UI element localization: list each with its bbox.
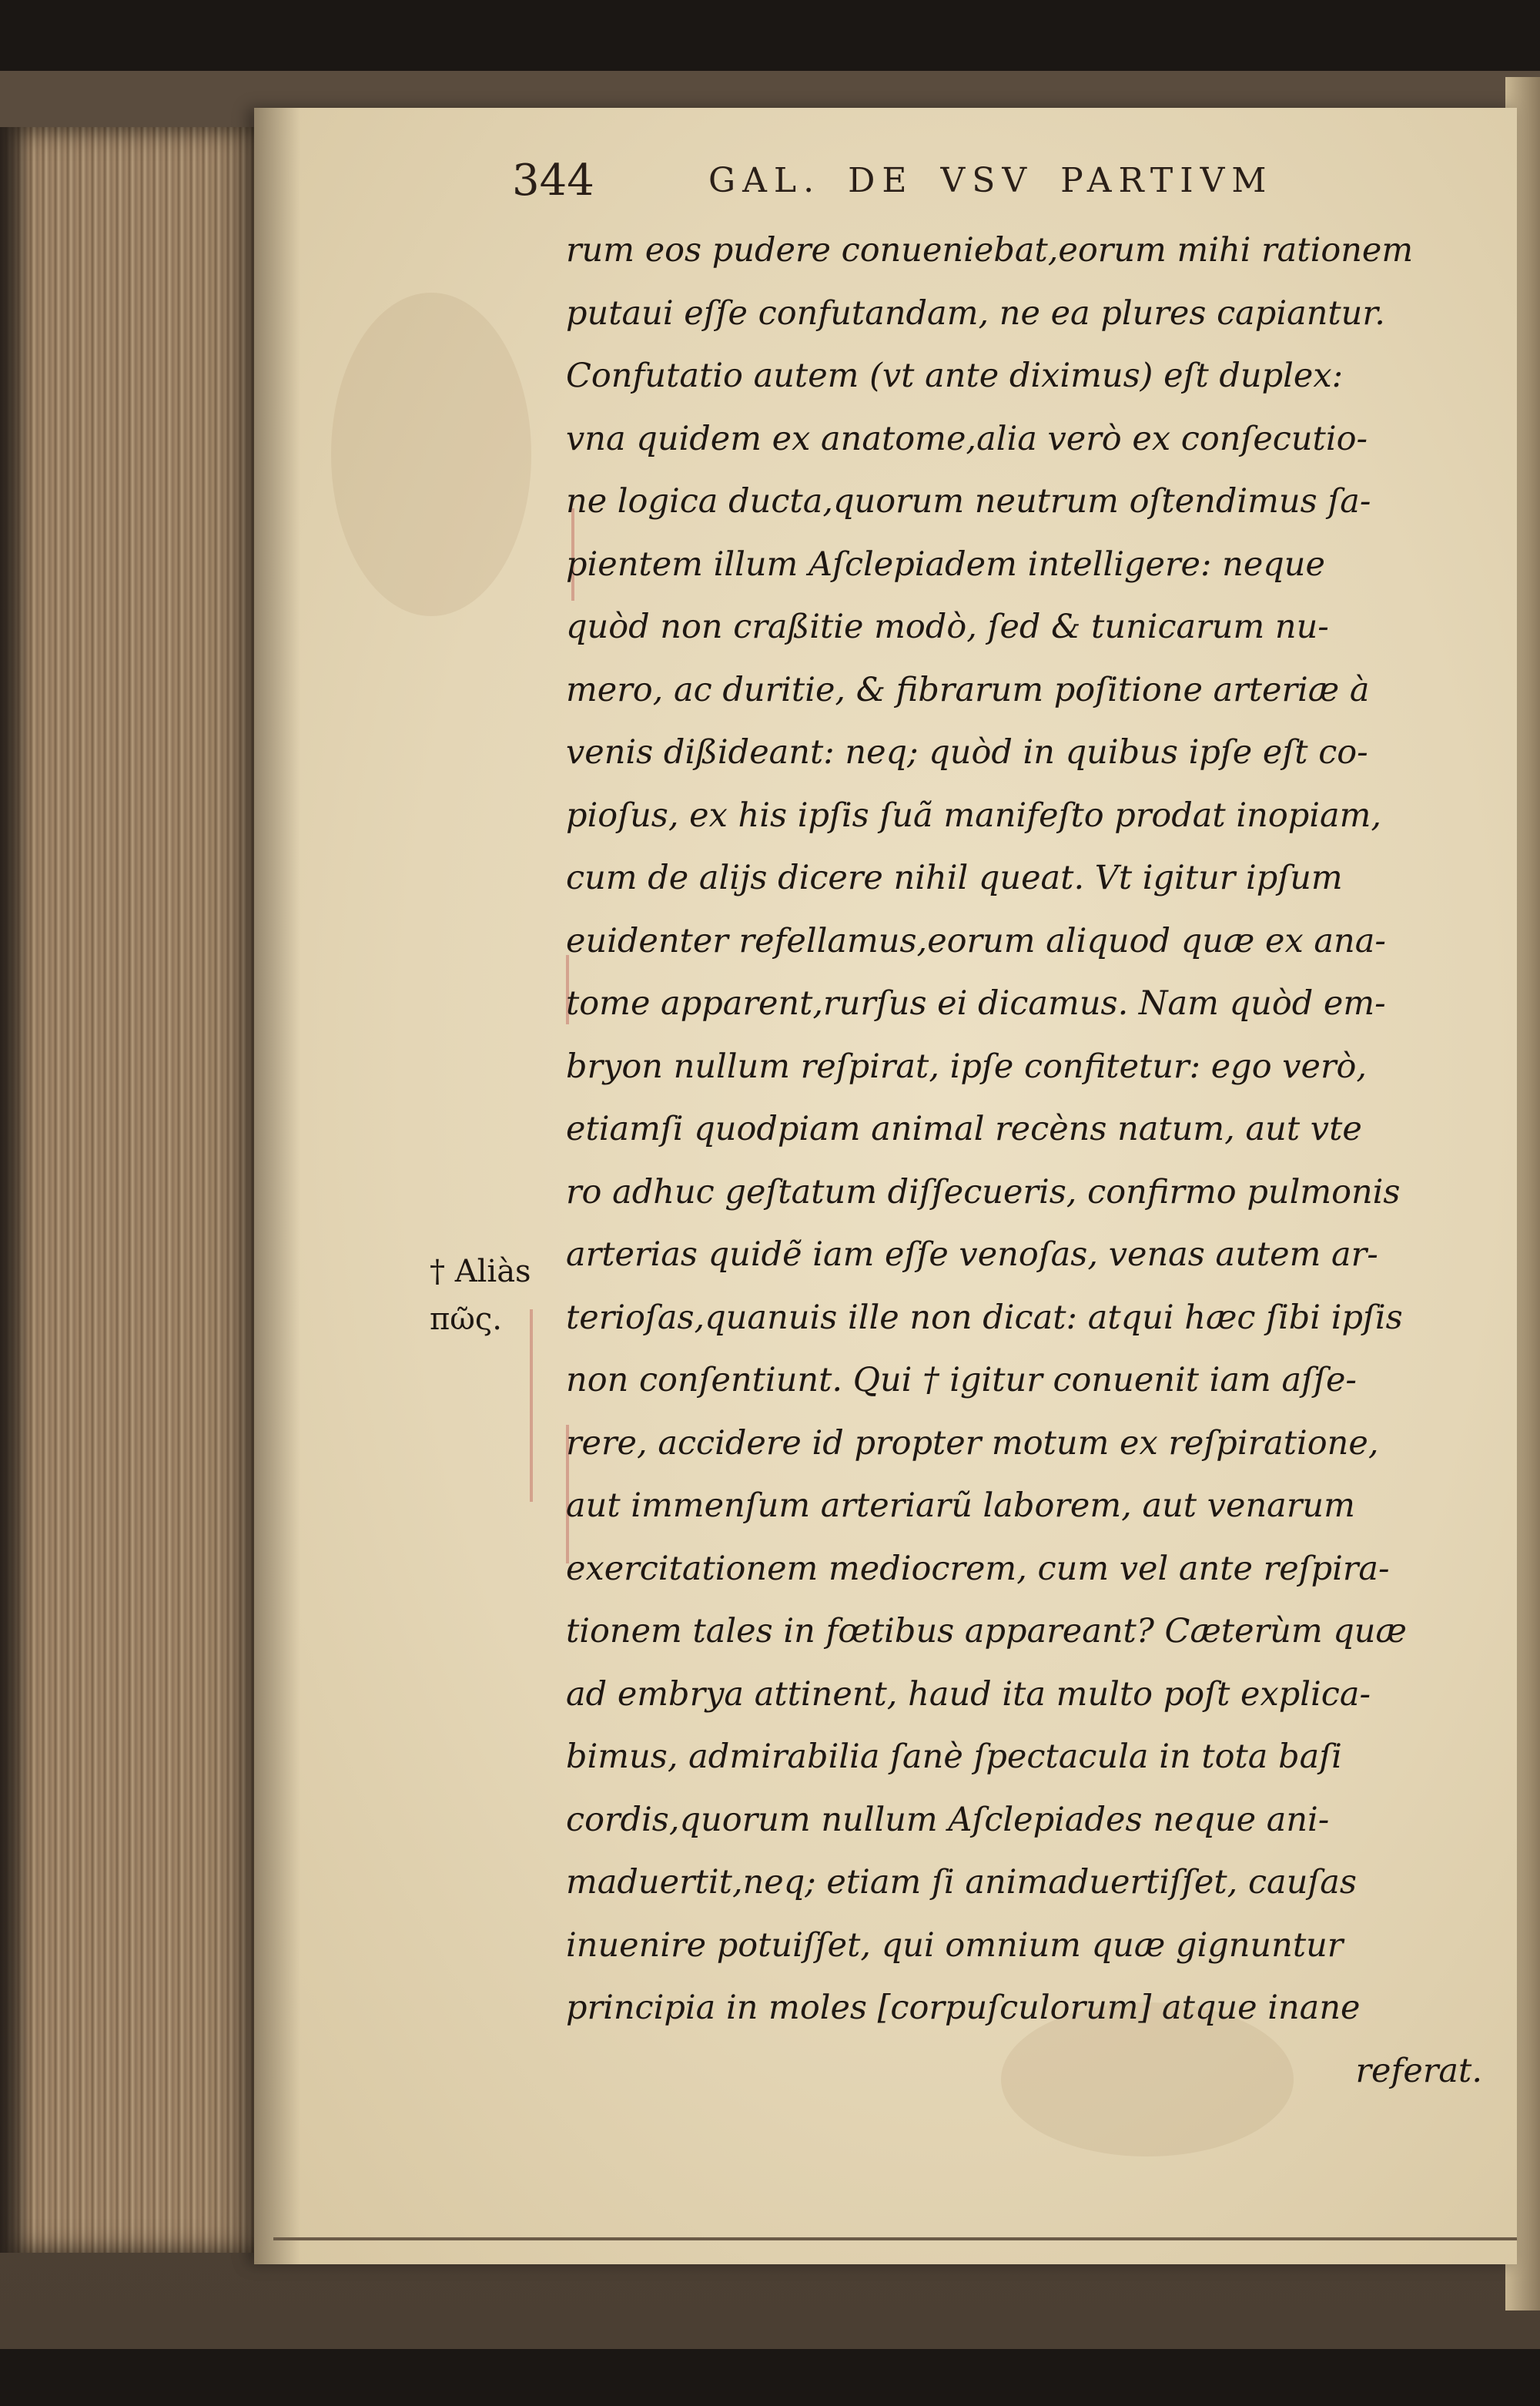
text-line-final: referat. — [1355, 2051, 1482, 2090]
text-line: venis dißideant: neq; quòd in quibus ipſe eſt co- — [566, 733, 1368, 772]
running-head: GAL. DE VSV PARTIVM — [708, 161, 1274, 200]
marginal-note-line: † Aliàs — [430, 1254, 531, 1289]
text-line: euidenter refellamus,eorum aliquod quæ ex ana- — [566, 921, 1386, 960]
page-edges-stack — [0, 127, 258, 2253]
text-line: pioſus, ex his ipſis ſuã manifeſto prodat inopiam, — [566, 796, 1382, 835]
text-line: cordis,quorum nullum Aſclepiades neque ani- — [566, 1800, 1330, 1839]
text-line: ad embrya attinent, haud ita multo poſt explica- — [566, 1674, 1371, 1714]
binding-shadow — [0, 127, 31, 2253]
text-line: exercitationem mediocrem, cum vel ante reſpira- — [566, 1549, 1390, 1588]
page-number: 344 — [512, 156, 594, 206]
text-line: etiamſi quodpiam animal recèns natum, aut vte — [566, 1110, 1362, 1148]
marginal-note — [430, 1248, 568, 1343]
text-line: bimus, admirabilia ſanè ſpectacula in tota baſi — [566, 1737, 1342, 1776]
text-line: maduertit,neq; etiam ſi animaduertiſſet, cauſas — [566, 1863, 1358, 1902]
text-line: terioſas,quanuis ille non dicat: atqui hæc ſibi ipſis — [566, 1298, 1403, 1337]
text-line: tionem tales in fœtibus appareant? Cæterùm quæ — [566, 1612, 1407, 1650]
paper-stain — [331, 293, 531, 616]
text-line: bryon nullum reſpirat, ipſe confitetur: ego verò, — [566, 1047, 1368, 1086]
text-line: putaui eſſe confutandam, ne ea plures capiantur. — [566, 293, 1385, 333]
text-line: arterias quidẽ iam eſſe venoſas, venas autem ar- — [566, 1235, 1378, 1274]
page-bottom-rule — [273, 2237, 1517, 2240]
text-line: tome apparent,rurſus ei dicamus. Nam quòd em- — [566, 984, 1386, 1023]
gutter-shadow — [254, 108, 300, 2264]
text-line: mero, ac duritie, & fibrarum poſitione arteriæ à — [566, 670, 1370, 709]
marginal-note-line: πῶς. — [430, 1302, 503, 1337]
text-line: principia in moles [corpuſculorum] atque inane — [566, 1989, 1361, 2027]
text-line: cum de alijs dicere nihil queat. Vt igitur ipſum — [566, 859, 1343, 897]
body-text — [566, 219, 1482, 2103]
text-line: pientem illum Aſclepiadem intelligere: neque — [566, 545, 1325, 584]
text-line: ro adhuc geſtatum diſſecueris, confirmo pulmonis — [566, 1172, 1401, 1211]
text-line: ne logica ducta,quorum neutrum oſtendimus ſa- — [566, 482, 1371, 521]
text-line: quòd non craßitie modò, ſed & tunicarum nu- — [566, 608, 1329, 646]
text-line: vna quidem ex anatome,alia verò ex conſecutio- — [566, 419, 1368, 458]
text-line: Confutatio autem (vt ante diximus) eſt duplex: — [566, 357, 1344, 395]
text-line: rere, accidere id propter motum ex reſpiratione, — [566, 1423, 1379, 1463]
text-line: rum eos pudere conueniebat,eorum mihi rationem — [566, 231, 1414, 270]
text-line: non conſentiunt. Qui † igitur conuenit iam aſſe- — [566, 1361, 1357, 1399]
text-line: inuenire potuiſſet, qui omnium quæ gignuntur — [566, 1925, 1344, 1965]
text-line: aut immenſum arteriarũ laborem, aut venarum — [566, 1486, 1355, 1525]
